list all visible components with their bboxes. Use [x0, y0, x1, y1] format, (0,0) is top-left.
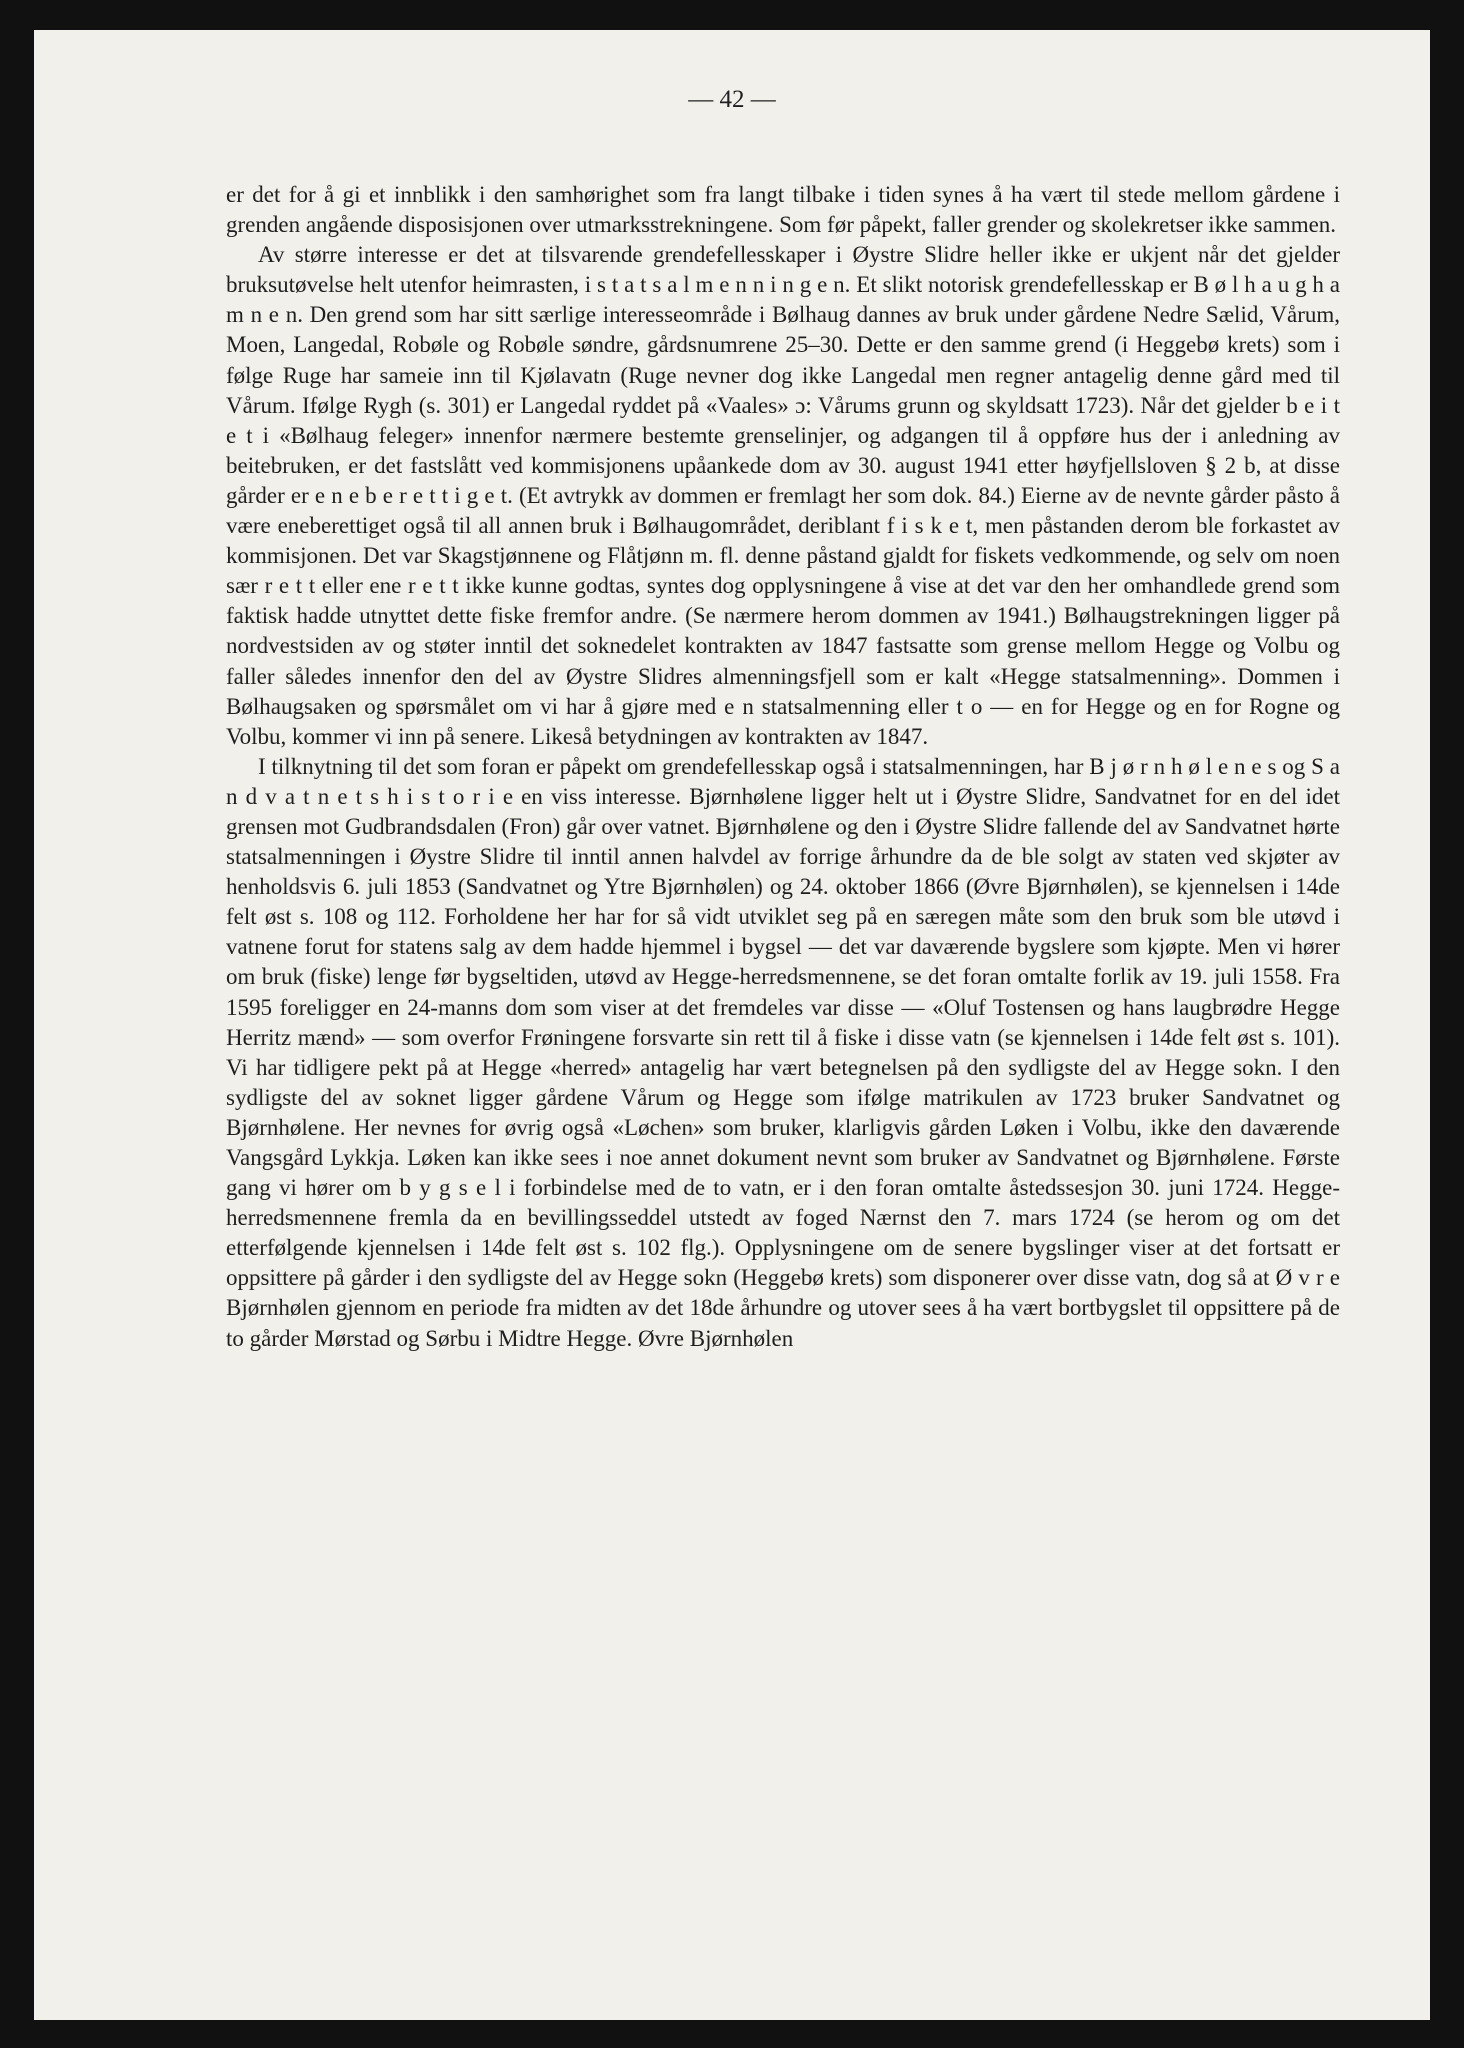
page-number: — 42 —	[688, 86, 776, 113]
paragraph-3: I tilknytning til det som foran er påpekt om grendefellesskap også i statsalmenningen, har B j ø r n h ø l e n e s og S a n d v a t n e t s h i s t o r i e en viss interesse. Bjørnhølene ligger helt ut i Øystre Slidre, Sandvatnet for en del idet grensen mot Gudbrandsdalen (Fron) går over vatnet. Bjørnhølene og den i Øystre Slidre fallende del av Sandvatnet hørte statsalmenningen i Øystre Slidre til inntil annen halvdel av forrige århundre da de ble solgt av staten ved skjøter av henholdsvis 6. juli 1853 (Sandvatnet og Ytre Bjørnhølen) og 24. oktober 1866 (Øvre Bjørnhølen), se kjennelsen i 14de felt øst s. 108 og 112. Forholdene her har for så vidt utviklet seg på en særegen måte som den bruk som ble utøvd i vatnene forut for statens salg av dem hadde hjemmel i bygsel — det var daværende bygslere som kjøpte. Men vi hører om bruk (fiske) lenge før bygseltiden, utøvd av Hegge-herredsmennene, se det foran omtalte forlik av 19. juli 1558. Fra 1595 foreligger en 24-manns dom som viser at det fremdeles var disse — «Oluf Tostensen og hans laugbrødre Hegge Herritz mænd» — som overfor Frøningene forsvarte sin rett til å fiske i disse vatn (se kjennelsen i 14de felt øst s. 101). Vi har tidligere pekt på at Hegge «herred» antagelig har vært betegnelsen på den sydligste del av Hegge sokn. I den sydligste del av soknet ligger gårdene Vårum og Hegge som ifølge matrikulen av 1723 bruker Sandvatnet og Bjørnhølene. Her nevnes for øvrig også «Løchen» som bruker, klarligvis gården Løken i Volbu, ikke den daværende Vangsgård Lykkja. Løken kan ikke sees i noe annet dokument nevnt som bruker av Sandvatnet og Bjørnhølene. Første gang vi hører om b y g s e l i forbindelse med de to vatn, er i den foran omtalte åstedssesjon 30. juni 1724. Hegge-herredsmennene fremla da en bevillingsseddel utstedt av foged Nærnst den 7. mars 1724 (se herom og om det etterfølgende kjennelsen i 14de felt øst s. 102 flg.). Opplysningene om de senere bygslinger viser at det fortsatt er oppsittere på gårder i den sydligste del av Hegge sokn (Heggebø krets) som disponerer over disse vatn, dog så at Ø v r e Bjørnhølen gjennom en periode fra midten av det 18de århundre og utover sees å ha vært bortbygslet til oppsittere på de to gårder Mørstad og Sørbu i Midtre Hegge. Øvre Bjørnhølen	[226, 753, 1340, 1351]
body-text	[226, 180, 1340, 1354]
paragraph-1: er det for å gi et innblikk i den samhørighet som fra langt tilbake i tiden synes å ha vært til stede mellom gårdene i grenden angående disposisjonen over utmarksstrekningene. Som før påpekt, faller grender og skolekretser ikke sammen.	[226, 182, 1340, 238]
paragraph-2: Av større interesse er det at tilsvarende grendefellesskaper i Øystre Slidre heller ikke er ukjent når det gjelder bruksutøvelse helt utenfor heimrasten, i s t a t s a l m e n n i n g e n. Et slikt notorisk grendefellesskap er B ø l h a u g h a m n e n. Den grend som har sitt særlige interesseområde i Bølhaug dannes av bruk under gårdene Nedre Sælid, Vårum, Moen, Langedal, Robøle og Robøle søndre, gårdsnumrene 25–30. Dette er den samme grend (i Heggebø krets) som i følge Ruge har sameie inn til Kjølavatn (Ruge nevner dog ikke Langedal men regner antagelig denne gård med til Vårum. Ifølge Rygh (s. 301) er Langedal ryddet på «Vaales» ɔ: Vårums grunn og skyldsatt 1723). Når det gjelder b e i t e t i «Bølhaug feleger» innenfor nærmere bestemte grenselinjer, og adgangen til å oppføre hus der i anledning av beitebruken, er det fastslått ved kommisjonens upåankede dom av 30. august 1941 etter høyfjellsloven § 2 b, at disse gårder er e n e b e r e t t i g e t. (Et avtrykk av dommen er fremlagt her som dok. 84.) Eierne av de nevnte gårder påsto å være eneberettiget også til all annen bruk i Bølhaugområdet, deriblant f i s k e t, men påstanden derom ble forkastet av kommisjonen. Det var Skagstjønnene og Flåtjønn m. fl. denne påstand gjaldt for fiskets vedkommende, og selv om noen sær r e t t eller ene r e t t ikke kunne godtas, syntes dog opplysningene å vise at det var den her omhandlede grend som faktisk hadde utnyttet dette fiske fremfor andre. (Se nærmere herom dommen av 1941.) Bølhaugstrekningen ligger på nordvestsiden av og støter inntil det soknedelet kontrakten av 1847 fastsatte som grense mellom Hegge og Volbu og faller således innenfor den del av Øystre Slidres almenningsfjell som er kalt «Hegge statsalmenning». Dommen i Bølhaugsaken og spørsmålet om vi har å gjøre med e n statsalmenning eller t o — en for Hegge og en for Rogne og Volbu, kommer vi inn på senere. Likeså betydningen av kontrakten av 1847.	[226, 242, 1340, 749]
